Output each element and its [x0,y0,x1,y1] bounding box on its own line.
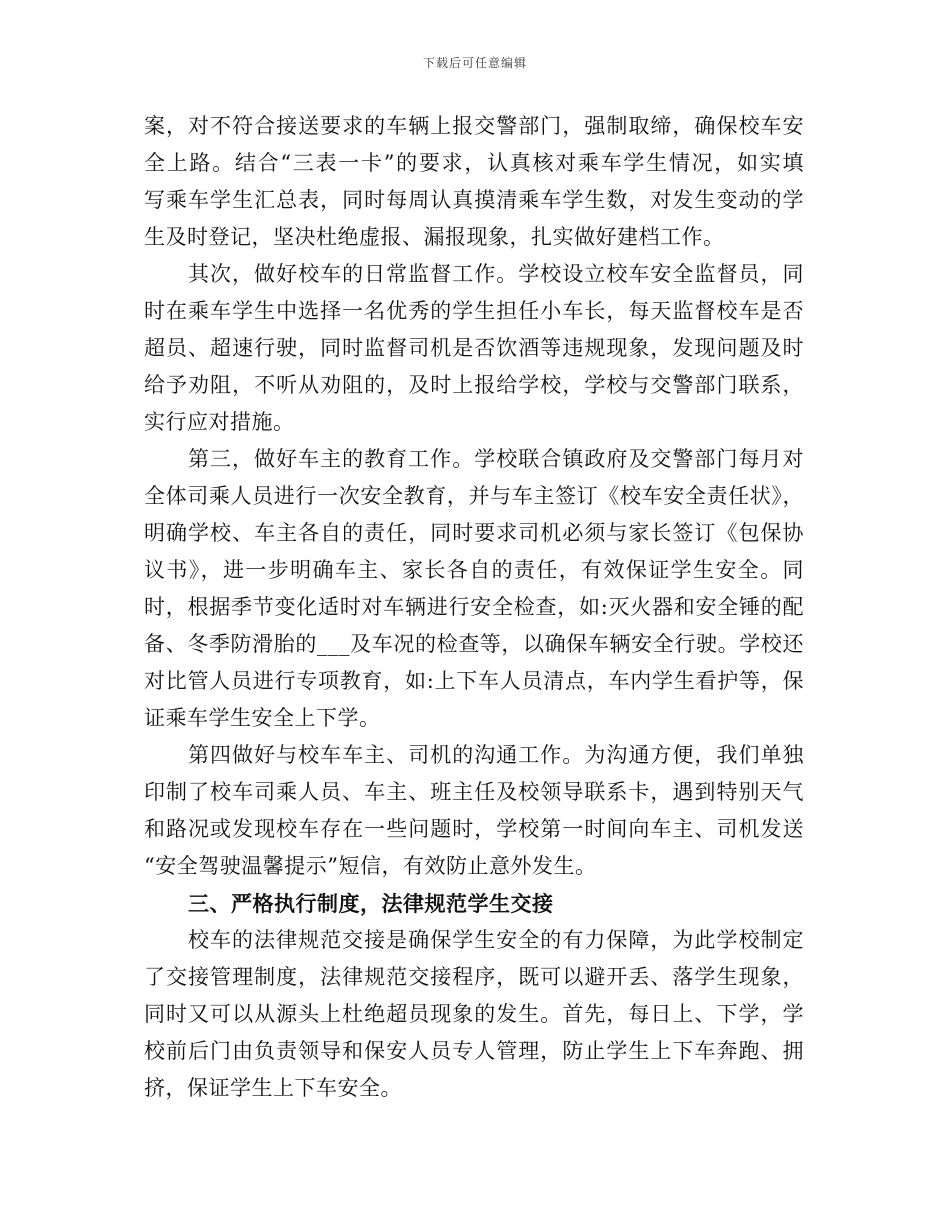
text-line: 案，对不符合接送要求的车辆上报交警部门，强制取缔，确保校车安 [144,114,804,138]
text-line: 第四做好与校车车主、司机的沟通工作。为沟通方便，我们单独 [188,743,804,767]
text-line: 实行应对措施。 [144,410,295,434]
text-line: 写乘车学生汇总表，同时每周认真摸清乘车学生数，对发生变动的学 [144,188,804,212]
text-line: 备、冬季防滑胎的___及车况的检查等，以确保车辆安全行驶。学校还 [144,632,804,656]
text-line: 校前后门由负责领导和保安人员专人管理，防止学生上下车奔跑、拥 [144,1039,804,1063]
text-line: 印制了校车司乘人员、车主、班主任及校领导联系卡，遇到特别天气 [144,780,804,804]
text-line: 议书》，进一步明确车主、家长各自的责任，有效保证学生安全。同 [144,558,804,582]
paragraph [144,441,804,737]
paragraph [144,256,804,441]
text-line: 同时又可以从源头上杜绝超员现象的发生。首先，每日上、下学，学 [144,1002,804,1026]
section-heading [144,885,804,922]
text-line: 挤，保证学生上下车安全。 [144,1076,402,1100]
text-line: 全体司乘人员进行一次安全教育，并与车主签订《校车安全责任状》， [144,484,804,508]
text-line: “安全驾驶温馨提示”短信，有效防止意外发生。 [144,854,597,878]
text-line: 了交接管理制度，法律规范交接程序，既可以避开丢、落学生现象， [144,965,804,989]
paragraph [144,737,804,885]
text-line: 三、严格执行制度，法律规范学生交接 [188,891,554,916]
text-line: 证乘车学生安全上下学。 [144,706,381,730]
text-line: 其次，做好校车的日常监督工作。学校设立校车安全监督员，同 [188,262,804,286]
paragraph [144,922,804,1107]
text-line: 第三，做好车主的教育工作。学校联合镇政府及交警部门每月对 [188,447,804,471]
text-line: 生及时登记，坚决杜绝虚报、漏报现象，扎实做好建档工作。 [144,225,725,249]
text-line: 全上路。结合“三表一卡”的要求，认真核对乘车学生情况，如实填 [144,151,804,175]
text-line: 给予劝阻，不听从劝阻的，及时上报给学校，学校与交警部门联系， [144,373,804,397]
text-line: 时在乘车学生中选择一名优秀的学生担任小车长，每天监督校车是否 [144,299,804,323]
text-line: 和路况或发现校车存在一些问题时，学校第一时间向车主、司机发送 [144,817,804,841]
text-line: 明确学校、车主各自的责任，同时要求司机必须与家长签订《包保协 [144,521,804,545]
text-line: 校车的法律规范交接是确保学生安全的有力保障，为此学校制定 [188,928,804,952]
document-body [144,108,804,1107]
page-header: 下载后可任意编辑 [422,56,527,70]
text-line: 对比管人员进行专项教育，如:上下车人员清点，车内学生看护等，保 [144,669,804,693]
paragraph [144,108,804,256]
text-line: 超员、超速行驶，同时监督司机是否饮酒等违规现象，发现问题及时 [144,336,804,360]
text-line: 时，根据季节变化适时对车辆进行安全检查，如:灭火器和安全锤的配 [144,595,804,619]
